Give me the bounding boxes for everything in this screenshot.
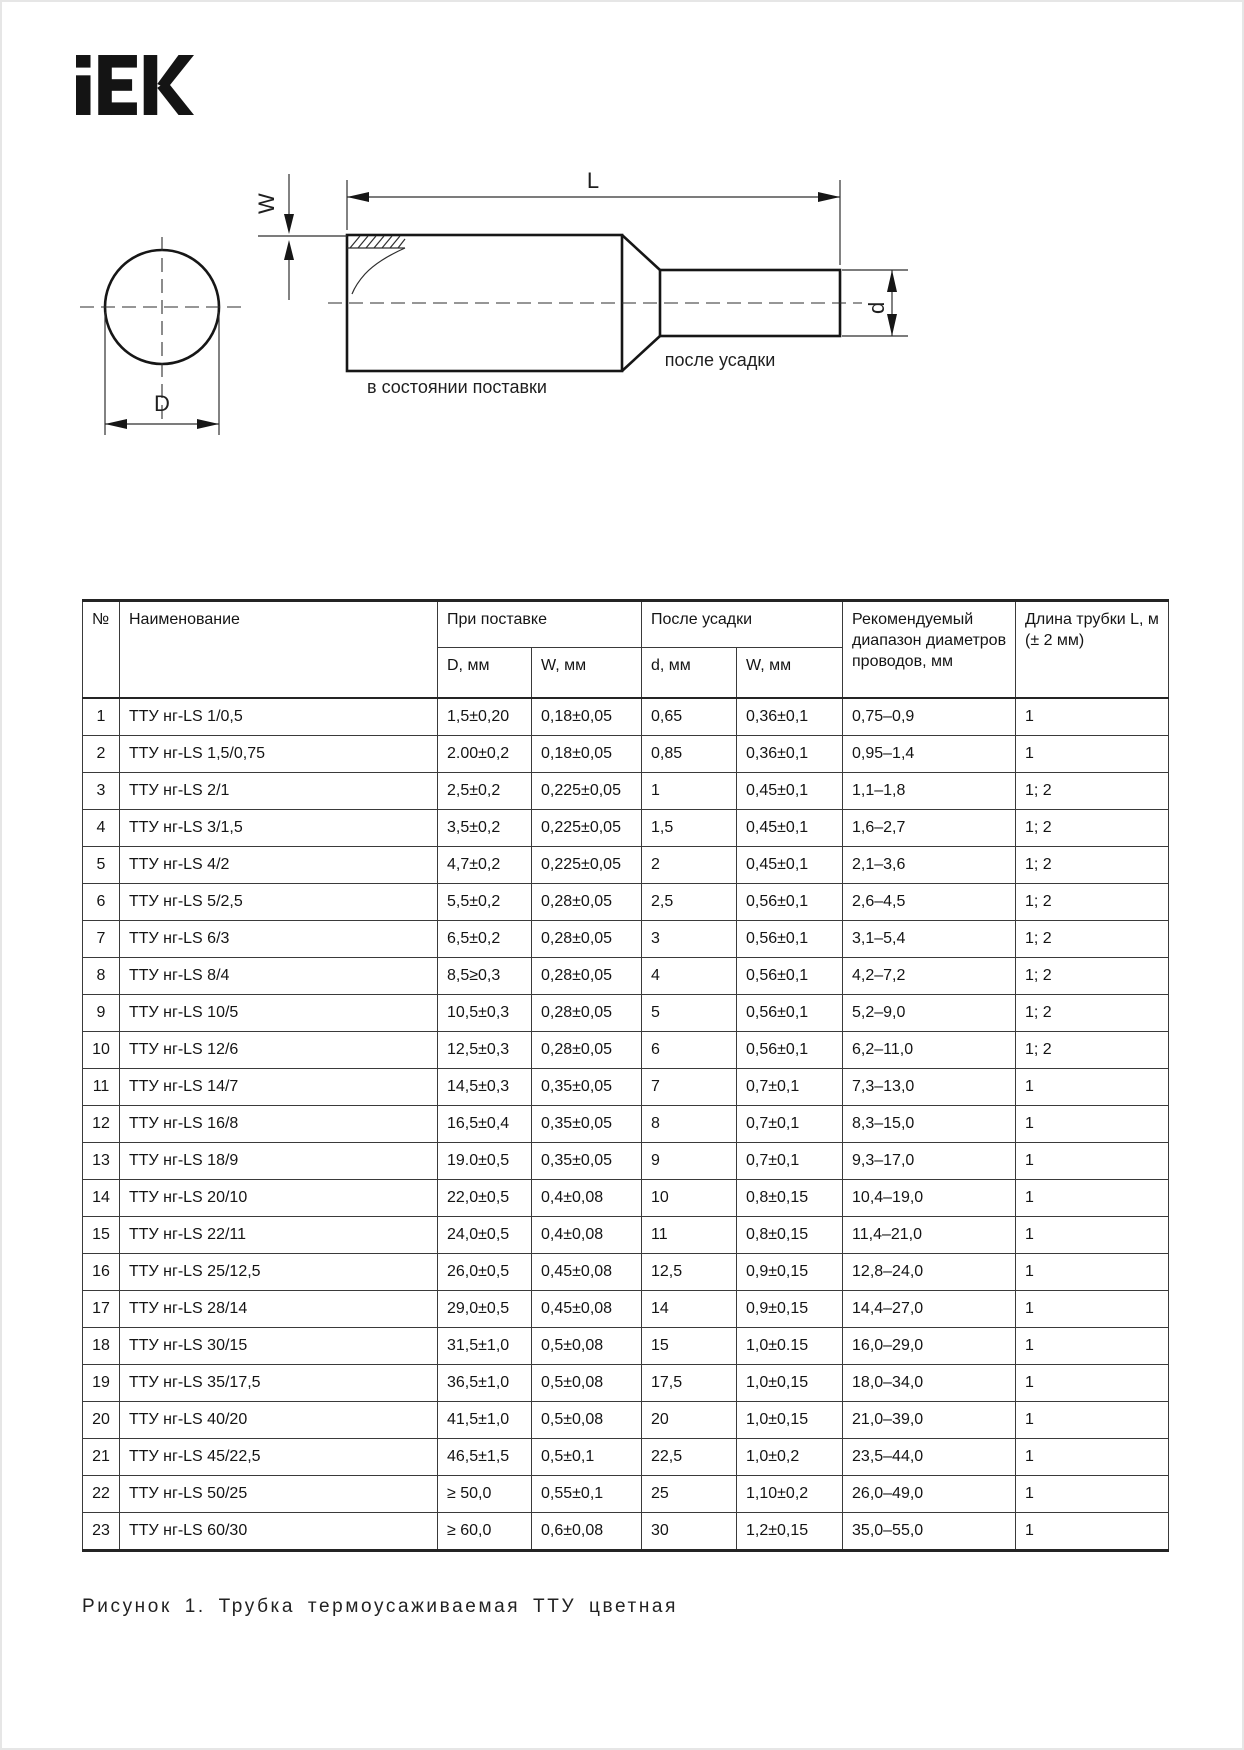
cell-name: ТТУ нг-LS 50/25 (120, 1476, 438, 1513)
table-row (83, 1291, 1169, 1328)
cell-after-w: 1,10±0,2 (737, 1476, 843, 1513)
cell-after-d: 30 (642, 1513, 737, 1551)
cell-num: 10 (83, 1032, 120, 1069)
cell-after-w: 0,36±0,1 (737, 698, 843, 736)
cell-name: ТТУ нг-LS 1,5/0,75 (120, 736, 438, 773)
cell-after-d: 2,5 (642, 884, 737, 921)
table-row (83, 1439, 1169, 1476)
cell-after-w: 0,45±0,1 (737, 810, 843, 847)
dimension-label-W: W (254, 193, 279, 214)
cell-after-w: 1,0±0,15 (737, 1365, 843, 1402)
cell-num: 22 (83, 1476, 120, 1513)
cell-after-w: 1,2±0,15 (737, 1513, 843, 1551)
cell-num: 20 (83, 1402, 120, 1439)
table-row (83, 810, 1169, 847)
cell-name: ТТУ нг-LS 25/12,5 (120, 1254, 438, 1291)
cell-name: ТТУ нг-LS 16/8 (120, 1106, 438, 1143)
cell-wire-range: 8,3–15,0 (843, 1106, 1016, 1143)
cell-delivery-d: 29,0±0,5 (438, 1291, 532, 1328)
cell-tube-length: 1 (1016, 1439, 1169, 1476)
cell-name: ТТУ нг-LS 22/11 (120, 1217, 438, 1254)
cell-wire-range: 2,6–4,5 (843, 884, 1016, 921)
table-row (83, 1476, 1169, 1513)
cell-after-w: 0,56±0,1 (737, 884, 843, 921)
cell-tube-length: 1 (1016, 1143, 1169, 1180)
table-row (83, 773, 1169, 810)
cell-after-w: 1,0±0,2 (737, 1439, 843, 1476)
col-header-tube-length: Длина трубки L, м (± 2 мм) (1016, 601, 1169, 699)
cell-wire-range: 11,4–21,0 (843, 1217, 1016, 1254)
table-row (83, 1032, 1169, 1069)
table-row (83, 1365, 1169, 1402)
cell-after-d: 6 (642, 1032, 737, 1069)
cell-wire-range: 3,1–5,4 (843, 921, 1016, 958)
cell-num: 2 (83, 736, 120, 773)
cell-tube-length: 1; 2 (1016, 995, 1169, 1032)
cell-num: 13 (83, 1143, 120, 1180)
table-row (83, 1254, 1169, 1291)
cell-delivery-w: 0,225±0,05 (532, 810, 642, 847)
cell-name: ТТУ нг-LS 14/7 (120, 1069, 438, 1106)
iek-logo-graphic (76, 54, 194, 116)
cell-delivery-w: 0,4±0,08 (532, 1217, 642, 1254)
cell-num: 17 (83, 1291, 120, 1328)
spec-table-body (83, 698, 1169, 1551)
cell-num: 7 (83, 921, 120, 958)
cell-name: ТТУ нг-LS 35/17,5 (120, 1365, 438, 1402)
cell-name: ТТУ нг-LS 10/5 (120, 995, 438, 1032)
cell-wire-range: 18,0–34,0 (843, 1365, 1016, 1402)
cell-tube-length: 1 (1016, 1291, 1169, 1328)
cell-tube-length: 1; 2 (1016, 810, 1169, 847)
cell-delivery-w: 0,55±0,1 (532, 1476, 642, 1513)
cell-delivery-w: 0,28±0,05 (532, 958, 642, 995)
cell-num: 21 (83, 1439, 120, 1476)
cell-delivery-w: 0,18±0,05 (532, 736, 642, 773)
wall-hatch (350, 236, 405, 248)
cell-tube-length: 1; 2 (1016, 847, 1169, 884)
cell-wire-range: 26,0–49,0 (843, 1476, 1016, 1513)
cell-num: 9 (83, 995, 120, 1032)
cell-after-d: 11 (642, 1217, 737, 1254)
cell-tube-length: 1; 2 (1016, 773, 1169, 810)
cell-delivery-d: 26,0±0,5 (438, 1254, 532, 1291)
col-header-delivery-d: D, мм (438, 648, 532, 699)
cell-after-d: 15 (642, 1328, 737, 1365)
cell-wire-range: 7,3–13,0 (843, 1069, 1016, 1106)
cell-after-d: 14 (642, 1291, 737, 1328)
cell-delivery-d: 19.0±0,5 (438, 1143, 532, 1180)
cell-delivery-w: 0,28±0,05 (532, 921, 642, 958)
cell-num: 11 (83, 1069, 120, 1106)
cell-delivery-w: 0,45±0,08 (532, 1254, 642, 1291)
cell-tube-length: 1; 2 (1016, 884, 1169, 921)
table-row (83, 1143, 1169, 1180)
cell-after-w: 1,0±0.15 (737, 1328, 843, 1365)
cell-delivery-d: 6,5±0,2 (438, 921, 532, 958)
cell-num: 4 (83, 810, 120, 847)
cell-tube-length: 1 (1016, 1513, 1169, 1551)
cell-tube-length: 1 (1016, 736, 1169, 773)
cell-delivery-w: 0,28±0,05 (532, 884, 642, 921)
col-header-num: № (83, 601, 120, 699)
cell-delivery-w: 0,35±0,05 (532, 1106, 642, 1143)
cell-delivery-w: 0,225±0,05 (532, 773, 642, 810)
cell-after-d: 1 (642, 773, 737, 810)
cell-delivery-w: 0,4±0,08 (532, 1180, 642, 1217)
cell-delivery-d: 1,5±0,20 (438, 698, 532, 736)
cell-name: ТТУ нг-LS 12/6 (120, 1032, 438, 1069)
cell-after-w: 0,45±0,1 (737, 773, 843, 810)
cell-num: 19 (83, 1365, 120, 1402)
cell-delivery-w: 0,18±0,05 (532, 698, 642, 736)
cell-name: ТТУ нг-LS 40/20 (120, 1402, 438, 1439)
cell-after-d: 0,85 (642, 736, 737, 773)
cell-num: 1 (83, 698, 120, 736)
cell-num: 6 (83, 884, 120, 921)
cell-num: 14 (83, 1180, 120, 1217)
cell-after-w: 0,56±0,1 (737, 958, 843, 995)
cell-delivery-d: 41,5±1,0 (438, 1402, 532, 1439)
col-group-after: После усадки (642, 601, 843, 648)
cell-after-w: 0,7±0,1 (737, 1143, 843, 1180)
cell-wire-range: 21,0–39,0 (843, 1402, 1016, 1439)
table-row (83, 1513, 1169, 1551)
cell-delivery-d: 3,5±0,2 (438, 810, 532, 847)
cell-wire-range: 5,2–9,0 (843, 995, 1016, 1032)
spec-table (82, 599, 1169, 1552)
cell-tube-length: 1 (1016, 1328, 1169, 1365)
cell-tube-length: 1 (1016, 698, 1169, 736)
cell-wire-range: 0,95–1,4 (843, 736, 1016, 773)
table-row (83, 698, 1169, 736)
after-shrink-label: после усадки (664, 350, 776, 370)
cell-after-d: 3 (642, 921, 737, 958)
cell-after-w: 1,0±0,15 (737, 1402, 843, 1439)
cell-delivery-w: 0,5±0,08 (532, 1402, 642, 1439)
cell-delivery-w: 0,225±0,05 (532, 847, 642, 884)
cell-delivery-w: 0,28±0,05 (532, 1032, 642, 1069)
cell-after-w: 0,8±0,15 (737, 1217, 843, 1254)
cell-after-w: 0,9±0,15 (737, 1254, 843, 1291)
cell-delivery-d: 16,5±0,4 (438, 1106, 532, 1143)
cell-after-w: 0,36±0,1 (737, 736, 843, 773)
cell-wire-range: 14,4–27,0 (843, 1291, 1016, 1328)
cell-wire-range: 4,2–7,2 (843, 958, 1016, 995)
table-row (83, 884, 1169, 921)
cell-delivery-d: 31,5±1,0 (438, 1328, 532, 1365)
cell-tube-length: 1 (1016, 1106, 1169, 1143)
cell-after-w: 0,9±0,15 (737, 1291, 843, 1328)
cell-delivery-d: 14,5±0,3 (438, 1069, 532, 1106)
cell-wire-range: 16,0–29,0 (843, 1328, 1016, 1365)
cell-delivery-w: 0,5±0,08 (532, 1365, 642, 1402)
table-row (83, 847, 1169, 884)
cell-after-d: 25 (642, 1476, 737, 1513)
cell-name: ТТУ нг-LS 20/10 (120, 1180, 438, 1217)
cell-wire-range: 23,5–44,0 (843, 1439, 1016, 1476)
col-header-after-d: d, мм (642, 648, 737, 699)
cell-after-w: 0,56±0,1 (737, 1032, 843, 1069)
cell-after-d: 9 (642, 1143, 737, 1180)
cell-delivery-d: 36,5±1,0 (438, 1365, 532, 1402)
table-row (83, 736, 1169, 773)
cell-wire-range: 10,4–19,0 (843, 1180, 1016, 1217)
cell-after-d: 1,5 (642, 810, 737, 847)
table-row (83, 995, 1169, 1032)
cell-delivery-d: ≥ 50,0 (438, 1476, 532, 1513)
cell-after-w: 0,7±0,1 (737, 1106, 843, 1143)
cell-delivery-d: ≥ 60,0 (438, 1513, 532, 1551)
cell-delivery-d: 46,5±1,5 (438, 1439, 532, 1476)
cell-num: 23 (83, 1513, 120, 1551)
cell-num: 16 (83, 1254, 120, 1291)
cell-wire-range: 6,2–11,0 (843, 1032, 1016, 1069)
dimension-label-D: D (154, 391, 170, 416)
dimension-label-L: L (586, 168, 600, 193)
table-row (83, 958, 1169, 995)
cell-after-w: 0,8±0,15 (737, 1180, 843, 1217)
table-row (83, 1402, 1169, 1439)
cell-after-w: 0,56±0,1 (737, 995, 843, 1032)
cell-delivery-w: 0,5±0,1 (532, 1439, 642, 1476)
cell-delivery-d: 24,0±0,5 (438, 1217, 532, 1254)
cell-name: ТТУ нг-LS 30/15 (120, 1328, 438, 1365)
cell-wire-range: 12,8–24,0 (843, 1254, 1016, 1291)
cell-name: ТТУ нг-LS 60/30 (120, 1513, 438, 1551)
cell-after-d: 20 (642, 1402, 737, 1439)
cell-tube-length: 1 (1016, 1180, 1169, 1217)
cell-delivery-d: 2.00±0,2 (438, 736, 532, 773)
cell-after-d: 17,5 (642, 1365, 737, 1402)
cell-wire-range: 35,0–55,0 (843, 1513, 1016, 1551)
cell-tube-length: 1; 2 (1016, 958, 1169, 995)
cell-after-d: 10 (642, 1180, 737, 1217)
cell-num: 5 (83, 847, 120, 884)
cell-delivery-d: 8,5≥0,3 (438, 958, 532, 995)
cell-wire-range: 9,3–17,0 (843, 1143, 1016, 1180)
figure-caption: Рисунок 1. Трубка термоусаживаемая ТТУ цветная (82, 1596, 678, 1617)
cell-after-d: 7 (642, 1069, 737, 1106)
cell-delivery-w: 0,45±0,08 (532, 1291, 642, 1328)
cell-tube-length: 1 (1016, 1069, 1169, 1106)
cell-tube-length: 1; 2 (1016, 1032, 1169, 1069)
cell-delivery-w: 0,35±0,05 (532, 1069, 642, 1106)
technical-drawing (60, 152, 930, 452)
cell-delivery-d: 10,5±0,3 (438, 995, 532, 1032)
iek-logo (76, 54, 194, 121)
cell-after-w: 0,56±0,1 (737, 921, 843, 958)
cell-wire-range: 1,6–2,7 (843, 810, 1016, 847)
cell-wire-range: 0,75–0,9 (843, 698, 1016, 736)
table-row (83, 921, 1169, 958)
cell-after-d: 0,65 (642, 698, 737, 736)
cell-tube-length: 1 (1016, 1402, 1169, 1439)
table-row (83, 1069, 1169, 1106)
col-header-wire-range: Рекомендуемый диапазон диаметров проводов, мм (843, 601, 1016, 699)
table-row (83, 1106, 1169, 1143)
cell-delivery-w: 0,5±0,08 (532, 1328, 642, 1365)
delivery-state-label: в состоянии поставки (367, 377, 547, 397)
cell-after-d: 22,5 (642, 1439, 737, 1476)
cell-after-w: 0,45±0,1 (737, 847, 843, 884)
dimension-label-d: d (864, 301, 889, 314)
cell-num: 18 (83, 1328, 120, 1365)
col-header-delivery-w: W, мм (532, 648, 642, 699)
cell-wire-range: 1,1–1,8 (843, 773, 1016, 810)
cell-delivery-w: 0,6±0,08 (532, 1513, 642, 1551)
cell-tube-length: 1 (1016, 1254, 1169, 1291)
cell-delivery-w: 0,35±0,05 (532, 1143, 642, 1180)
cell-after-d: 4 (642, 958, 737, 995)
cell-tube-length: 1; 2 (1016, 921, 1169, 958)
table-row (83, 1328, 1169, 1365)
cell-name: ТТУ нг-LS 45/22,5 (120, 1439, 438, 1476)
col-group-delivery: При поставке (438, 601, 642, 648)
cell-name: ТТУ нг-LS 6/3 (120, 921, 438, 958)
cell-delivery-d: 22,0±0,5 (438, 1180, 532, 1217)
cell-name: ТТУ нг-LS 8/4 (120, 958, 438, 995)
cell-tube-length: 1 (1016, 1217, 1169, 1254)
cell-tube-length: 1 (1016, 1476, 1169, 1513)
cell-name: ТТУ нг-LS 28/14 (120, 1291, 438, 1328)
cell-num: 3 (83, 773, 120, 810)
cell-delivery-d: 2,5±0,2 (438, 773, 532, 810)
cell-tube-length: 1 (1016, 1365, 1169, 1402)
cell-delivery-d: 5,5±0,2 (438, 884, 532, 921)
cell-delivery-d: 12,5±0,3 (438, 1032, 532, 1069)
cell-num: 15 (83, 1217, 120, 1254)
table-row (83, 1217, 1169, 1254)
cell-name: ТТУ нг-LS 4/2 (120, 847, 438, 884)
cell-wire-range: 2,1–3,6 (843, 847, 1016, 884)
cell-name: ТТУ нг-LS 3/1,5 (120, 810, 438, 847)
cell-num: 12 (83, 1106, 120, 1143)
cell-name: ТТУ нг-LS 5/2,5 (120, 884, 438, 921)
cell-delivery-d: 4,7±0,2 (438, 847, 532, 884)
cell-after-d: 2 (642, 847, 737, 884)
col-header-name: Наименование (120, 601, 438, 699)
cell-name: ТТУ нг-LS 18/9 (120, 1143, 438, 1180)
cell-name: ТТУ нг-LS 1/0,5 (120, 698, 438, 736)
cell-name: ТТУ нг-LS 2/1 (120, 773, 438, 810)
cell-after-d: 8 (642, 1106, 737, 1143)
col-header-after-w: W, мм (737, 648, 843, 699)
cell-after-d: 12,5 (642, 1254, 737, 1291)
cell-delivery-w: 0,28±0,05 (532, 995, 642, 1032)
cell-after-d: 5 (642, 995, 737, 1032)
cell-num: 8 (83, 958, 120, 995)
table-row (83, 1180, 1169, 1217)
cell-after-w: 0,7±0,1 (737, 1069, 843, 1106)
